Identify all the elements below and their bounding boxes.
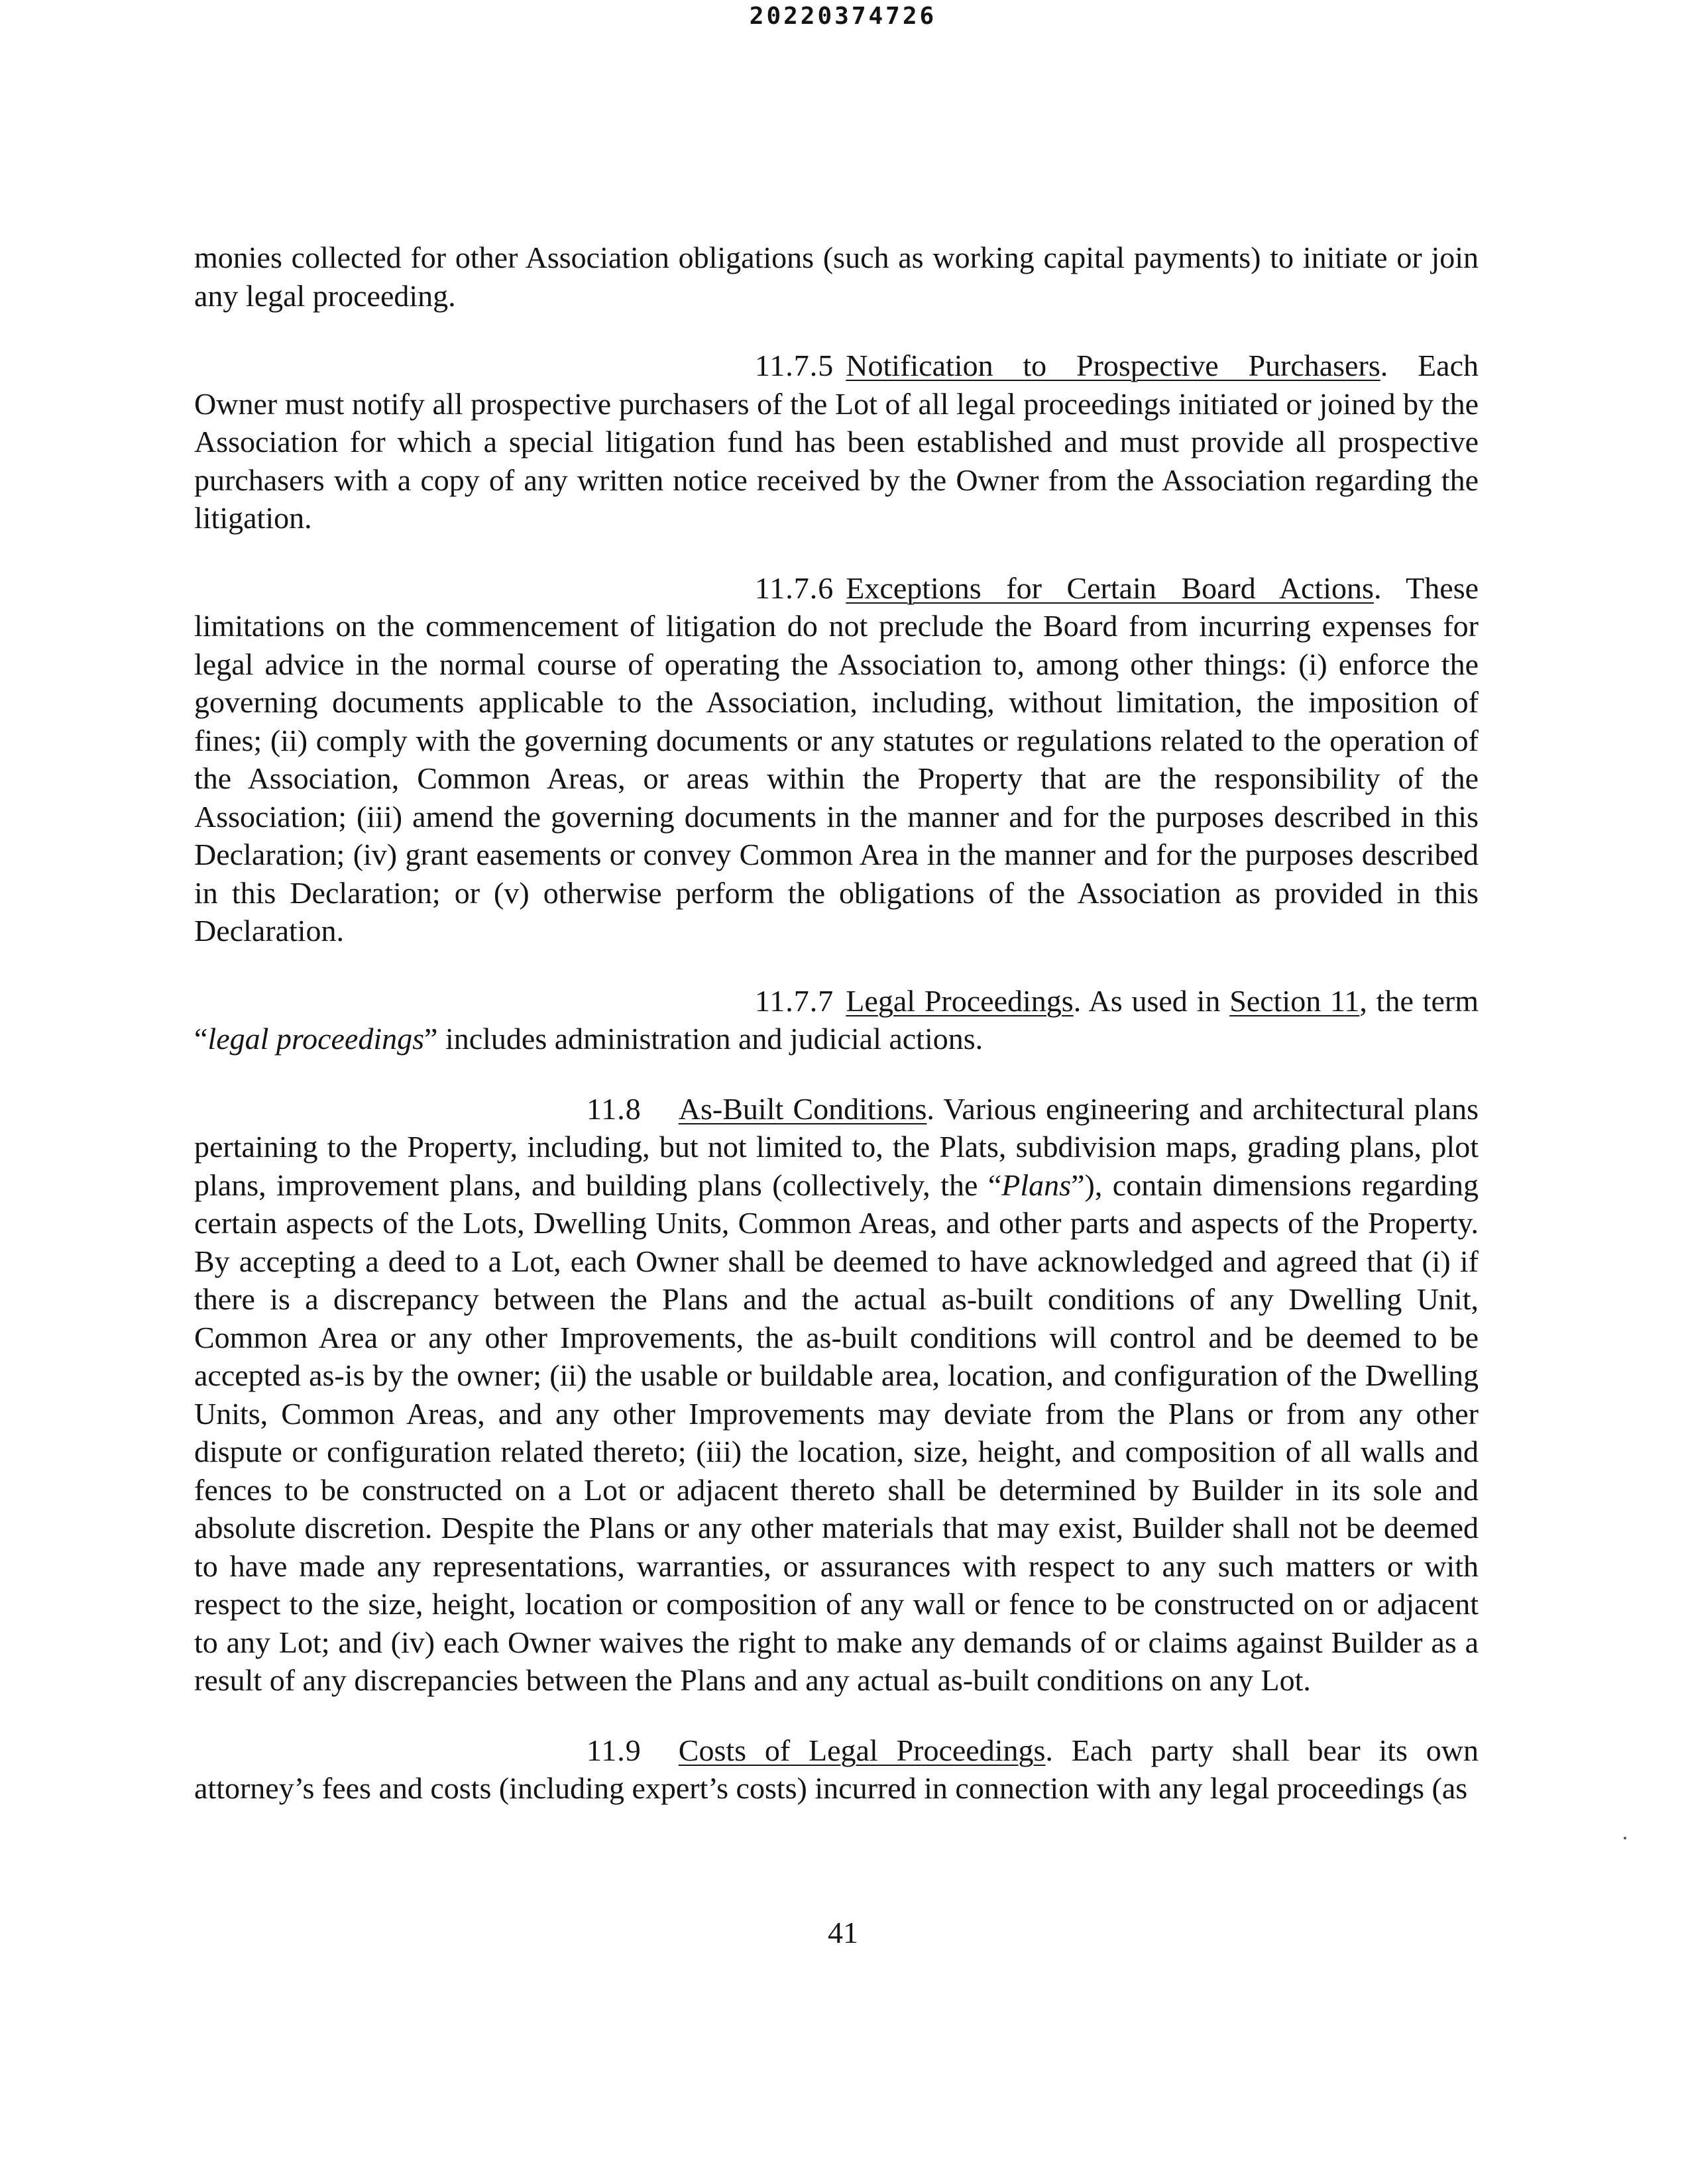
section-11-9: 11.9 Costs of Legal Proceedings. Each party shall bear its own attorney’s fees and costs (including expert’s costs) incurred in connection with any legal proceedings (as: [194, 1731, 1479, 1808]
section-number: 11.7.6: [755, 571, 834, 605]
defined-term: Plans: [1001, 1168, 1072, 1202]
page-body: [194, 239, 1479, 1839]
section-text: , the term “: [194, 983, 1479, 1056]
section-heading: Legal Proceedings: [846, 983, 1074, 1018]
section-number: 11.7.5: [755, 349, 834, 382]
section-11-7-5: 11.7.5 Notification to Prospective Purchasers. Each Owner must notify all prospective purchasers of the Lot of all legal proceedings initiated or joined by the Association for which a special litigation fund has been established and must provide all prospective purchasers with a copy of any written notice received by the Owner from the Association regarding the litigation.: [194, 347, 1479, 537]
section-11-7-6: 11.7.6 Exceptions for Certain Board Actions. These limitations on the commencement of litigation do not preclude the Board from incurring expenses for legal advice in the normal course of operating the Association to, among other things: (i) enforce the governing documents applicable to the Association, including, without limitation, the imposition of fines; (ii) comply with the governing documents or any statutes or regulations related to the operation of the Association, Common Areas, or areas within the Property that are the responsibility of the Association; (iii) amend the governing documents in the manner and for the purposes described in this Declaration; (iv) grant easements or convey Common Area in the manner and for the purposes described in this Declaration; or (v) otherwise perform the obligations of the Association as provided in this Declaration.: [194, 569, 1479, 950]
document-number: 20220374726: [749, 3, 937, 30]
section-number: 11.8: [587, 1091, 642, 1126]
section-text: Each party shall bear its own attorney’s fees and costs (including expert’s costs) incurred in connection with any legal proceedings (as: [194, 1733, 1479, 1805]
section-heading: Costs of Legal Proceedings: [678, 1733, 1046, 1767]
paragraph-continuation: [194, 239, 1479, 315]
section-reference: Section 11: [1229, 983, 1360, 1018]
section-heading: As-Built Conditions: [678, 1091, 927, 1126]
page-number: 41: [828, 1916, 858, 1949]
section-text: Each Owner must notify all prospective purchasers of the Lot of all legal proceedings initiated or joined by the Association for which a special litigation fund has been established and must provide all prospective purchasers with a copy of any written notice received by the Owner from the Association regarding the litigation.: [194, 349, 1479, 535]
section-number: 11.7.7: [755, 983, 834, 1018]
section-text: ”), contain dimensions regarding certain aspects of the Lots, Dwelling Units, Common Areas, and other parts and aspects of the Property. By accepting a deed to a Lot, each Owner shall be deemed to have acknowledged and agreed that (i) if there is a discrepancy between the Plans and the actual as-built conditions of any Dwelling Unit, Common Area or any other Improvements, the as-built conditions will control and be deemed to be accepted as-is by the owner; (ii) the usable or buildable area, location, and configuration of the Dwelling Units, Common Areas, and any other Improvements may deviate from the Plans or from any other dispute or configuration related thereto; (iii) the location, size, height, and composition of all walls and fences to be constructed on a Lot or adjacent thereto shall be determined by Builder in its sole and absolute discretion. Despite the Plans or any other materials that may exist, Builder shall not be deemed to have made any representations, warranties, or assurances with respect to any such matters or with respect to the size, height, location or composition of any wall or fence to be constructed on or adjacent to any Lot; and (iv) each Owner waives the right to make any demands of or claims against Builder as a result of any discrepancies between the Plans and any actual as-built conditions on any Lot.: [194, 1168, 1479, 1697]
section-text: As used in: [1088, 983, 1221, 1018]
section-11-7-7: 11.7.7 Legal Proceedings. As used in Section 11, the term “legal proceedings” includes administration and judicial actions.: [194, 982, 1479, 1058]
section-11-8: 11.8 As-Built Conditions. Various engineering and architectural plans pertaining to the Property, including, but not limited to, the Plats, subdivision maps, grading plans, plot plans, improvement plans, and building plans (collectively, the “Plans”), contain dimensions regarding certain aspects of the Lots, Dwelling Units, Common Areas, and other parts and aspects of the Property. By accepting a deed to a Lot, each Owner shall be deemed to have acknowledged and agreed that (i) if there is a discrepancy between the Plans and the actual as-built conditions of any Dwelling Unit, Common Area or any other Improvements, the as-built conditions will control and be deemed to be accepted as-is by the owner; (ii) the usable or buildable area, location, and configuration of the Dwelling Units, Common Areas, and any other Improvements may deviate from the Plans or from any other dispute or configuration related thereto; (iii) the location, size, height, and composition of all walls and fences to be constructed on a Lot or adjacent thereto shall be determined by Builder in its sole and absolute discretion. Despite the Plans or any other materials that may exist, Builder shall not be deemed to have made any representations, warranties, or assurances with respect to any such matters or with respect to the size, height, location or composition of any wall or fence to be constructed on or adjacent to any Lot; and (iv) each Owner waives the right to make any demands of or claims against Builder as a result of any discrepancies between the Plans and any actual as-built conditions on any Lot.: [194, 1090, 1479, 1700]
section-text: These limitations on the commencement of litigation do not preclude the Board from incurring expenses for legal advice in the normal course of operating the Association to, among other things: (i) enforce the governing documents applicable to the Association, including, without limitation, the imposition of fines; (ii) comply with the governing documents or any statutes or regulations related to the operation of the Association, Common Areas, or areas within the Property that are the responsibility of the Association; (iii) amend the governing documents in the manner and for the purposes described in this Declaration; (iv) grant easements or convey Common Area in the manner and for the purposes described in this Declaration; or (v) otherwise perform the obligations of the Association as provided in this Declaration.: [194, 571, 1479, 948]
section-number: 11.9: [587, 1733, 642, 1767]
paragraph-text: monies collected for other Association obligations (such as working capital payments) to initiate or join any legal proceeding.: [194, 241, 1479, 313]
section-heading: Exceptions for Certain Board Actions: [846, 571, 1374, 605]
section-text: ” includes administration and judicial actions.: [424, 1022, 984, 1056]
scan-speck: [1624, 1837, 1626, 1839]
section-text: Various engineering and architectural plans pertaining to the Property, including, but not limited to, the Plats, subdivision maps, grading plans, plot plans, improvement plans, and building plans (collectively, the “: [194, 1091, 1479, 1202]
defined-term: legal proceedings: [207, 1022, 425, 1056]
section-heading: Notification to Prospective Purchasers: [846, 349, 1380, 382]
